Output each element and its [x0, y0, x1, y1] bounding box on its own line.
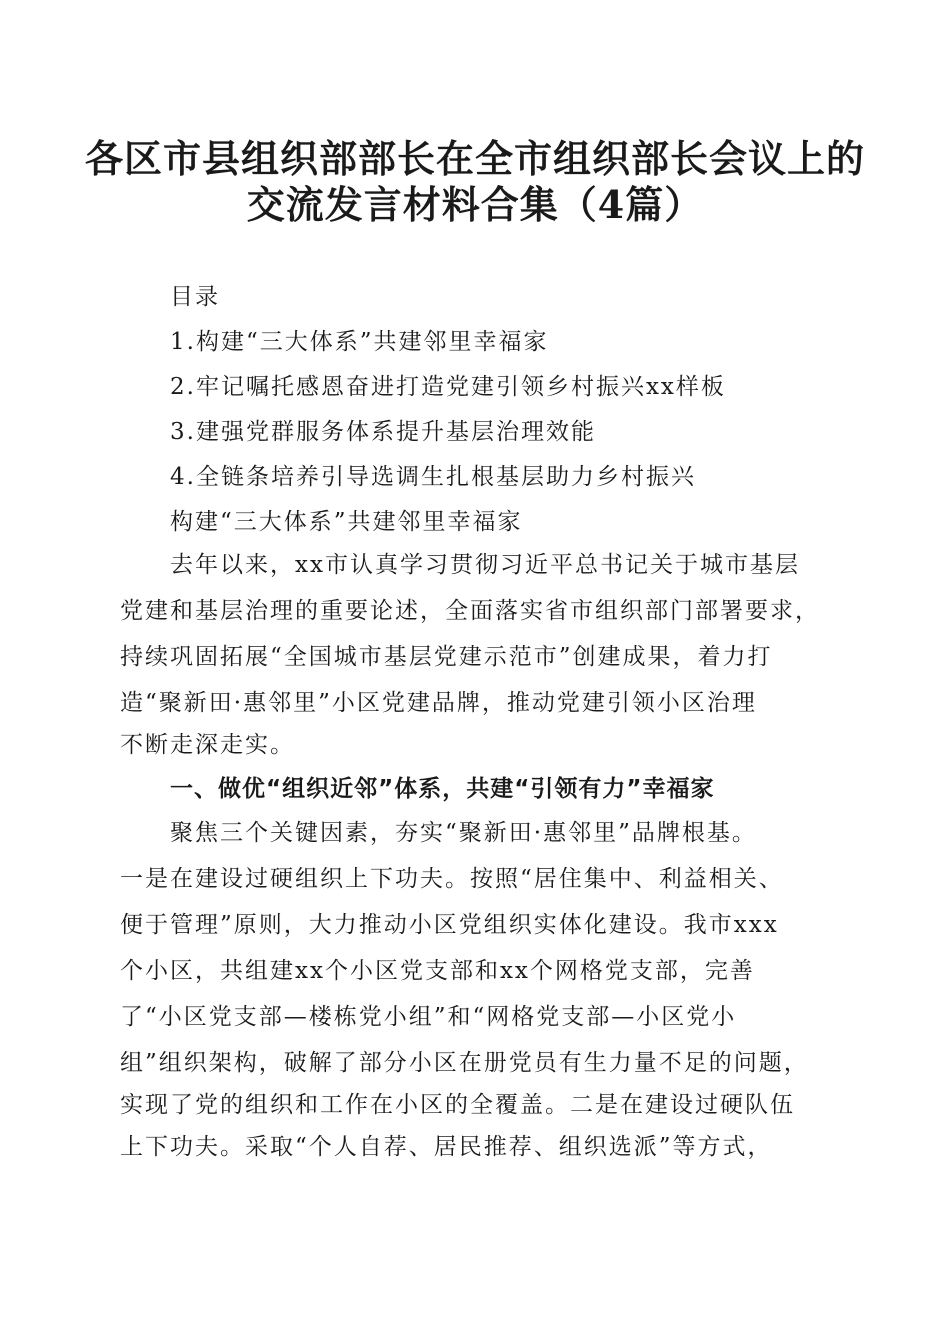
intro-line-4: 造“聚新田·惠邻里”小区党建品牌，推动党建引领小区治理: [120, 690, 757, 716]
article-title: 构建“三大体系”共建邻里幸福家: [170, 509, 523, 535]
toc-label: 目录: [170, 284, 220, 310]
section-1-line-7: 实现了党的组织和工作在小区的全覆盖。二是在建设过硬队伍: [120, 1092, 795, 1118]
section-1-line-6: 组”组织架构，破解了部分小区在册党员有生力量不足的问题，: [120, 1050, 809, 1076]
document-title-line-1: 各区市县组织部部长在全市组织部长会议上的: [84, 136, 865, 181]
section-1-line-5: 了“小区党支部—楼栋党小组”和“网格党支部—小区党小: [120, 1004, 737, 1030]
intro-line-2: 党建和基层治理的重要论述，全面落实省市组织部门部署要求，: [120, 598, 820, 624]
intro-line-5: 不断走深走实。: [120, 732, 295, 758]
section-1-line-2: 一是在建设过硬组织上下功夫。按照“居住集中、利益相关、: [120, 866, 784, 892]
toc-item-4: 4.全链条培养引导选调生扎根基层助力乡村振兴: [170, 464, 696, 490]
section-1-line-8: 上下功夫。采取“个人自荐、居民推荐、组织选派”等方式，: [120, 1134, 773, 1160]
toc-item-3: 3.建强党群服务体系提升基层治理效能: [170, 419, 596, 445]
document-title-line-2: 交流发言材料合集（4篇）: [246, 182, 704, 227]
intro-line-3: 持续巩固拓展“全国城市基层党建示范市”创建成果，着力打: [120, 644, 773, 670]
section-1-heading: 一、做优“组织近邻”体系，共建“引领有力”幸福家: [170, 776, 715, 802]
section-1-line-1: 聚焦三个关键因素，夯实“聚新田·惠邻里”品牌根基。: [170, 820, 757, 846]
section-1-line-4: 个小区，共组建xx个小区党支部和xx个网格党支部，完善: [120, 958, 755, 984]
toc-item-2: 2.牢记嘱托感恩奋进打造党建引领乡村振兴xx样板: [170, 374, 726, 400]
section-1-line-3: 便于管理”原则，大力推动小区党组织实体化建设。我市xxx: [120, 912, 779, 938]
toc-item-1: 1.构建“三大体系”共建邻里幸福家: [170, 329, 549, 355]
intro-line-1: 去年以来，xx市认真学习贯彻习近平总书记关于城市基层: [170, 552, 800, 578]
